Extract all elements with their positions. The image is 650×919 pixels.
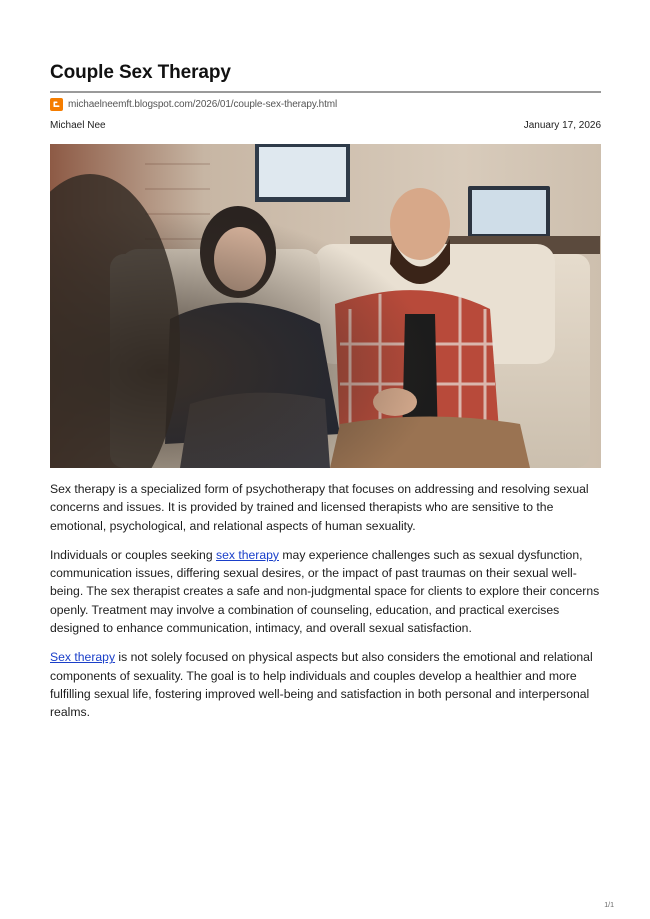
paragraph-2-text-before: Individuals or couples seeking [50, 547, 216, 562]
paragraph-2 [50, 546, 601, 637]
source-url[interactable]: michaelneemft.blogspot.com/2026/01/couple-sex-therapy.html [68, 98, 338, 110]
source-line [50, 96, 337, 112]
paragraph-1 [50, 480, 601, 535]
page-title: Couple Sex Therapy [50, 62, 231, 83]
sex-therapy-link-2[interactable]: Sex therapy [50, 650, 116, 665]
hero-image [50, 144, 601, 468]
author-name: Michael Nee [50, 120, 106, 131]
paragraph-3 [50, 648, 601, 721]
publish-date: January 17, 2026 [523, 120, 601, 131]
page-number: 1/1 [604, 902, 614, 909]
paragraph-3-text-after: is not solely focused on physical aspects but also considers the emotional and relational components of sexuality. The goal is to help individuals and couples develop a healthier and more fulfilling sexual life, fostering improved well-being and satisfaction in both personal and interpersonal realms. [50, 650, 593, 720]
sex-therapy-link-1[interactable]: sex therapy [215, 547, 279, 562]
couple-photo [50, 144, 601, 468]
blogger-icon [50, 98, 63, 111]
meta-row [50, 120, 601, 131]
paragraph-2-text-after: may experience challenges such as sexual dysfunction, communication issues, differing sexual desires, or the impact of past traumas on their sexual well-being. The sex therapist creates a safe and non-judgmental space for clients to explore their concerns openly. Treatment may involve a combination of counseling, education, and practical exercises designed to enhance communication, intimacy, and overall sexual satisfaction. [50, 547, 600, 636]
paragraph-1-text: Sex therapy is a specialized form of psychotherapy that focuses on addressing and resolving sexual concerns and issues. It is provided by trained and licensed therapists who are sensitive to the emotional, psychological, and relational aspects of human sexuality. [50, 482, 589, 533]
title-divider [50, 91, 601, 93]
article-body [50, 480, 601, 733]
